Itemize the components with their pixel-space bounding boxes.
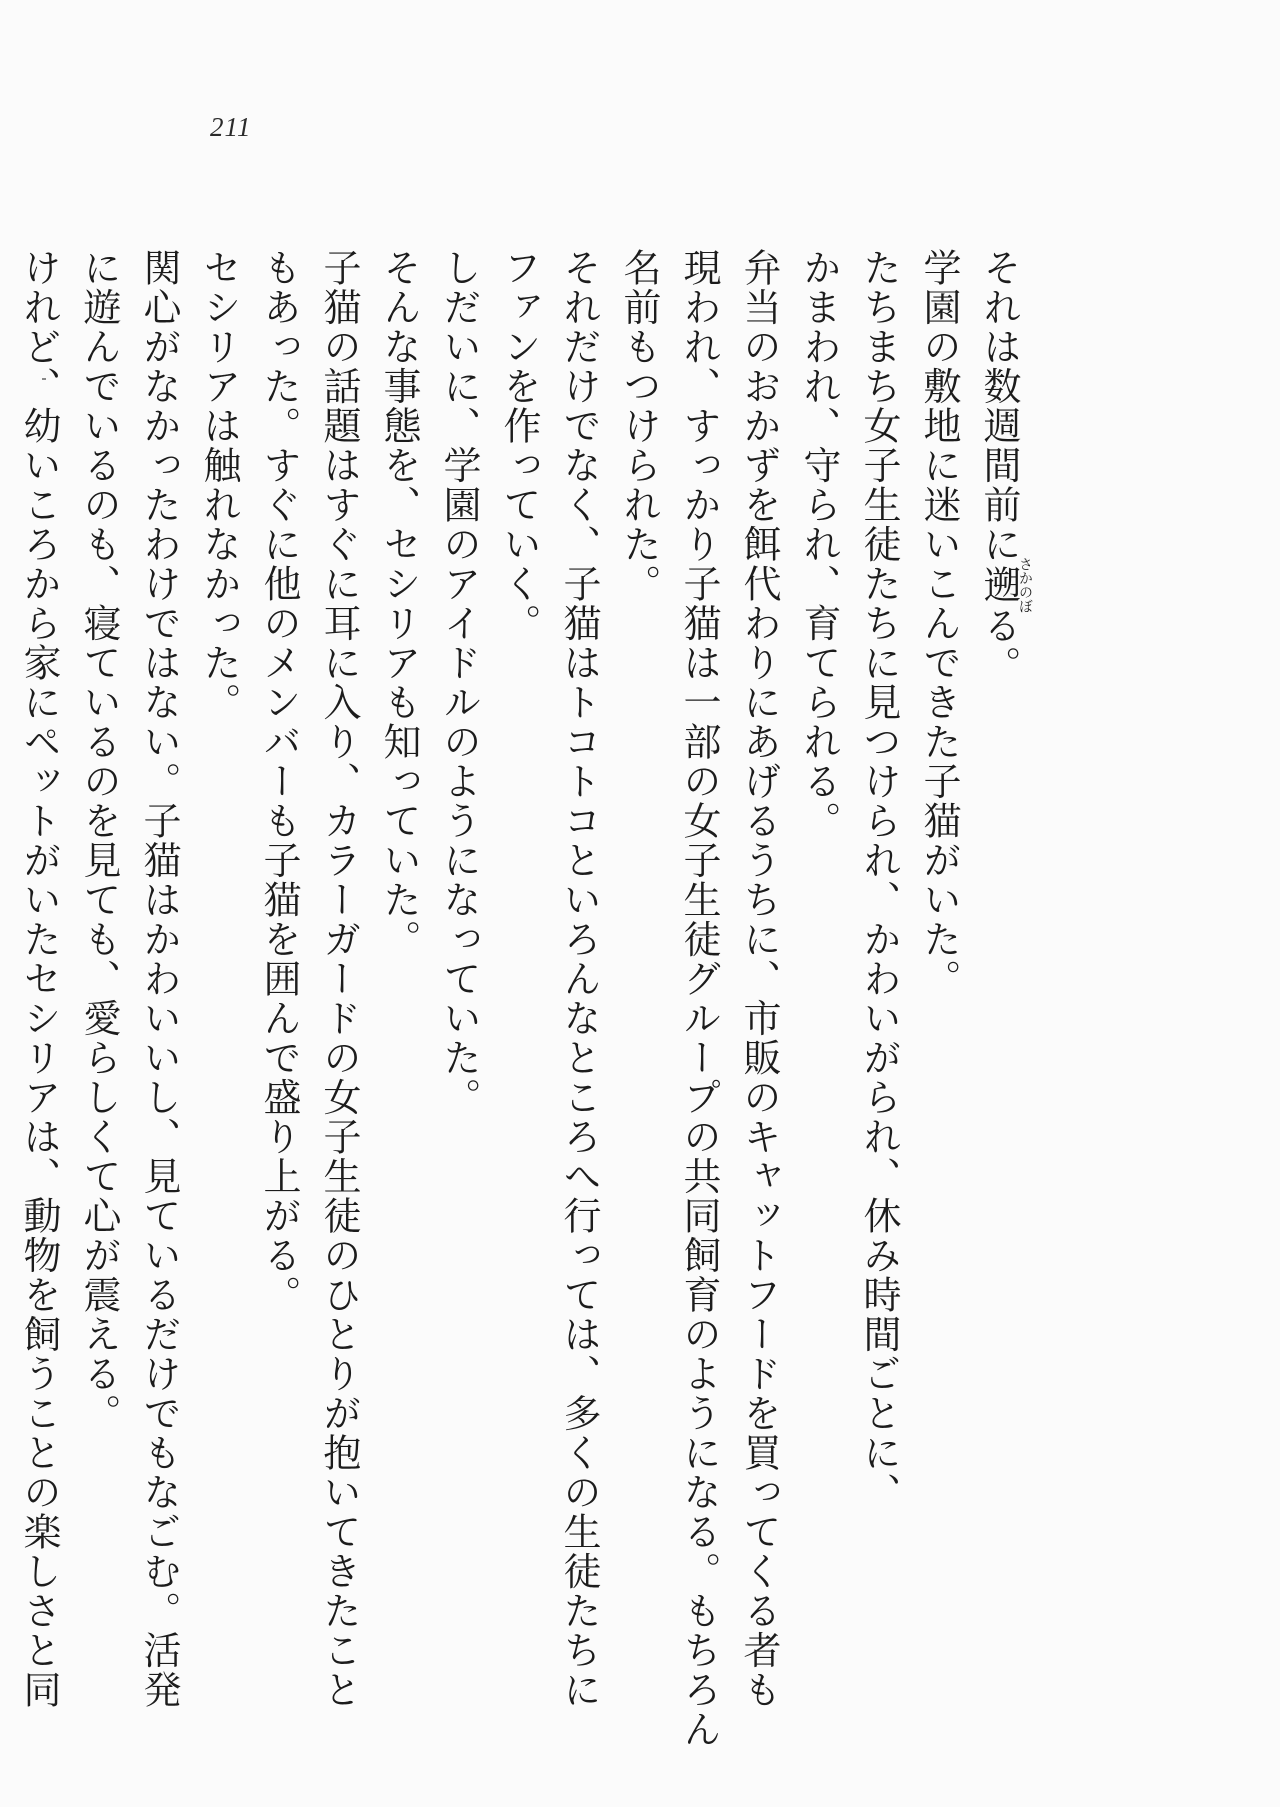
body-text — [17, 248, 1033, 1749]
text-line-1-pre: それは数週間前に — [977, 248, 1021, 564]
ruby-base: 遡 — [977, 557, 1021, 613]
ruby-reading: さかのぼ — [1017, 557, 1033, 613]
text-line-9: ファンを作っていく。 — [497, 248, 541, 643]
text-line-14: セシリアは触れなかった。 — [197, 248, 241, 722]
text-line-10: しだいに、学園のアイドルのようになっていた。 — [437, 248, 481, 1117]
page-number: 211 — [210, 112, 252, 142]
text-line-3: たちまち女子生徒たちに見つけられ、かわいがられ、休み時間ごとに、 — [857, 248, 901, 1512]
text-line-7: 名前もつけられた。 — [617, 248, 661, 604]
text-line-1-post: る。 — [977, 606, 1021, 685]
text-line-11: そんな事態を、セシリアも知っていた。 — [377, 248, 421, 959]
text-line-1 — [969, 248, 1032, 1688]
text-line-5: 弁当のおかずを餌代わりにあげるうちに、市販のキャットフードを買ってくる者も — [737, 248, 781, 1710]
text-line-4: かまわれ、守られ、育てられる。 — [797, 248, 841, 841]
text-line-13: もあった。すぐに他のメンバーも子猫を囲んで盛り上がる。 — [257, 248, 301, 1315]
text-line-2: 学園の敷地に迷いこんできた子猫がいた。 — [917, 248, 961, 999]
text-line-15: 関心がなかったわけではない。子猫はかわいいし、見ているだけでもなごむ。活発 — [137, 248, 181, 1710]
text-line-8: それだけでなく、子猫はトコトコといろんなところへ行っては、多くの生徒たちに — [557, 248, 601, 1710]
text-line-17: けれど、幼いころから家にペットがいたセシリアは、動物を飼うことの楽しさと同 — [17, 248, 61, 1710]
text-line-16: に遊んでいるのも、寝ているのを見ても、愛らしくて心が震える。 — [77, 248, 121, 1433]
text-line-12: 子猫の話題はすぐに耳に入り、カラーガードの女子生徒のひとりが抱いてきたこと — [317, 248, 361, 1710]
ruby-sakanoboru — [977, 557, 1033, 613]
text-line-6: 現われ、すっかり子猫は一部の女子生徒グループの共同飼育のようになる。もちろん — [677, 248, 721, 1749]
